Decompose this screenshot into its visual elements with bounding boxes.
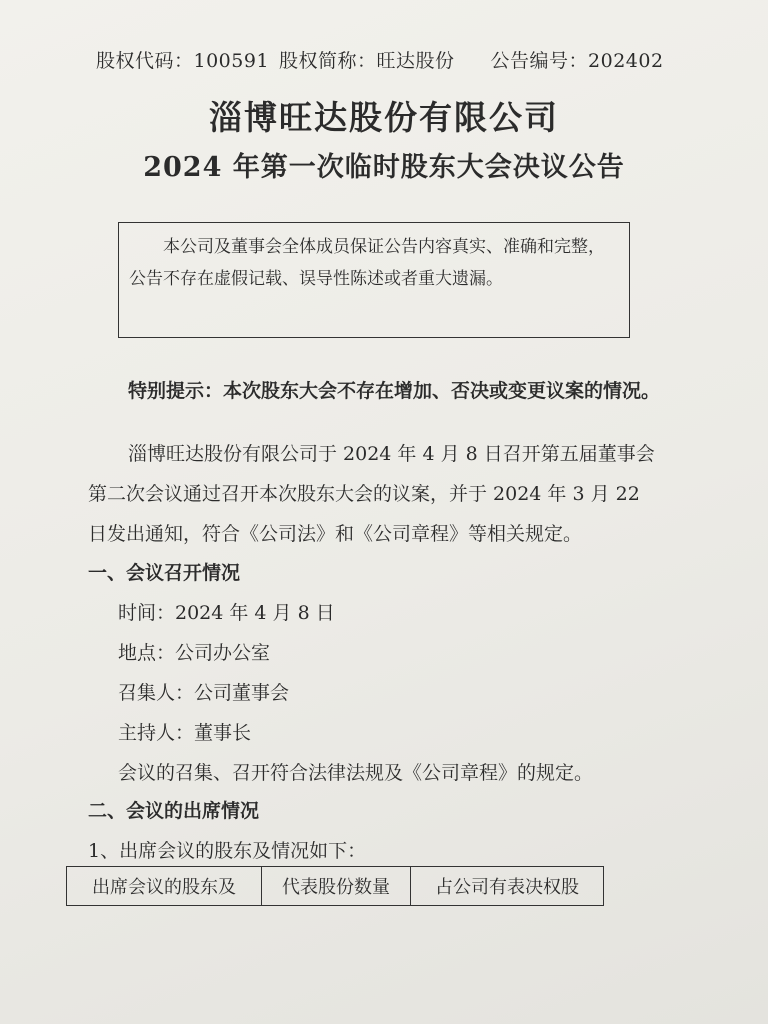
intro-paragraph (88, 434, 700, 554)
meeting-convener: 召集人：公司董事会 (118, 682, 290, 704)
special-note: 特别提示：本次股东大会不存在增加、否决或变更议案的情况。 (128, 380, 661, 402)
announcement-header (96, 46, 674, 73)
intro-line-3: 日发出通知，符合《公司法》和《公司章程》等相关规定。 (88, 523, 583, 545)
attendance-table (66, 866, 604, 906)
meeting-time: 时间：2024 年 4 月 8 日 (118, 602, 335, 624)
statement-line-1: 本公司及董事会全体成员保证公告内容真实、准确和完整， (163, 237, 605, 257)
table-header-cell: 占公司有表决权股 (411, 867, 604, 906)
notice-number: 公告编号：202402 (490, 50, 664, 72)
company-name: 淄博旺达股份有限公司 (209, 98, 559, 137)
section-2-heading: 二、会议的出席情况 (88, 800, 260, 822)
table-header-row (67, 867, 604, 906)
meeting-compliance: 会议的召集、召开符合法律法规及《公司章程》的规定。 (118, 762, 594, 784)
stock-abbreviation: 股权简称：旺达股份 (279, 50, 455, 72)
table-header-cell: 代表股份数量 (262, 867, 411, 906)
stock-code: 股权代码：100591 (96, 50, 270, 72)
section-1-heading: 一、会议召开情况 (88, 562, 241, 584)
document-title: 2024 年第一次临时股东大会决议公告 (143, 152, 625, 183)
attendance-intro: 1、出席会议的股东及情况如下： (88, 840, 367, 862)
meeting-host: 主持人：董事长 (118, 722, 252, 744)
intro-line-2: 第二次会议通过召开本次股东大会的议案，并于 2024 年 3 月 22 (88, 483, 640, 505)
intro-line-1: 淄博旺达股份有限公司于 2024 年 4 月 8 日召开第五届董事会 (128, 443, 655, 465)
meeting-location: 地点：公司办公室 (118, 642, 271, 664)
table-header-cell: 出席会议的股东及 (67, 867, 262, 906)
board-statement-box (118, 222, 630, 338)
statement-line-2: 公告不存在虚假记载、误导性陈述或者重大遗漏。 (129, 269, 503, 289)
